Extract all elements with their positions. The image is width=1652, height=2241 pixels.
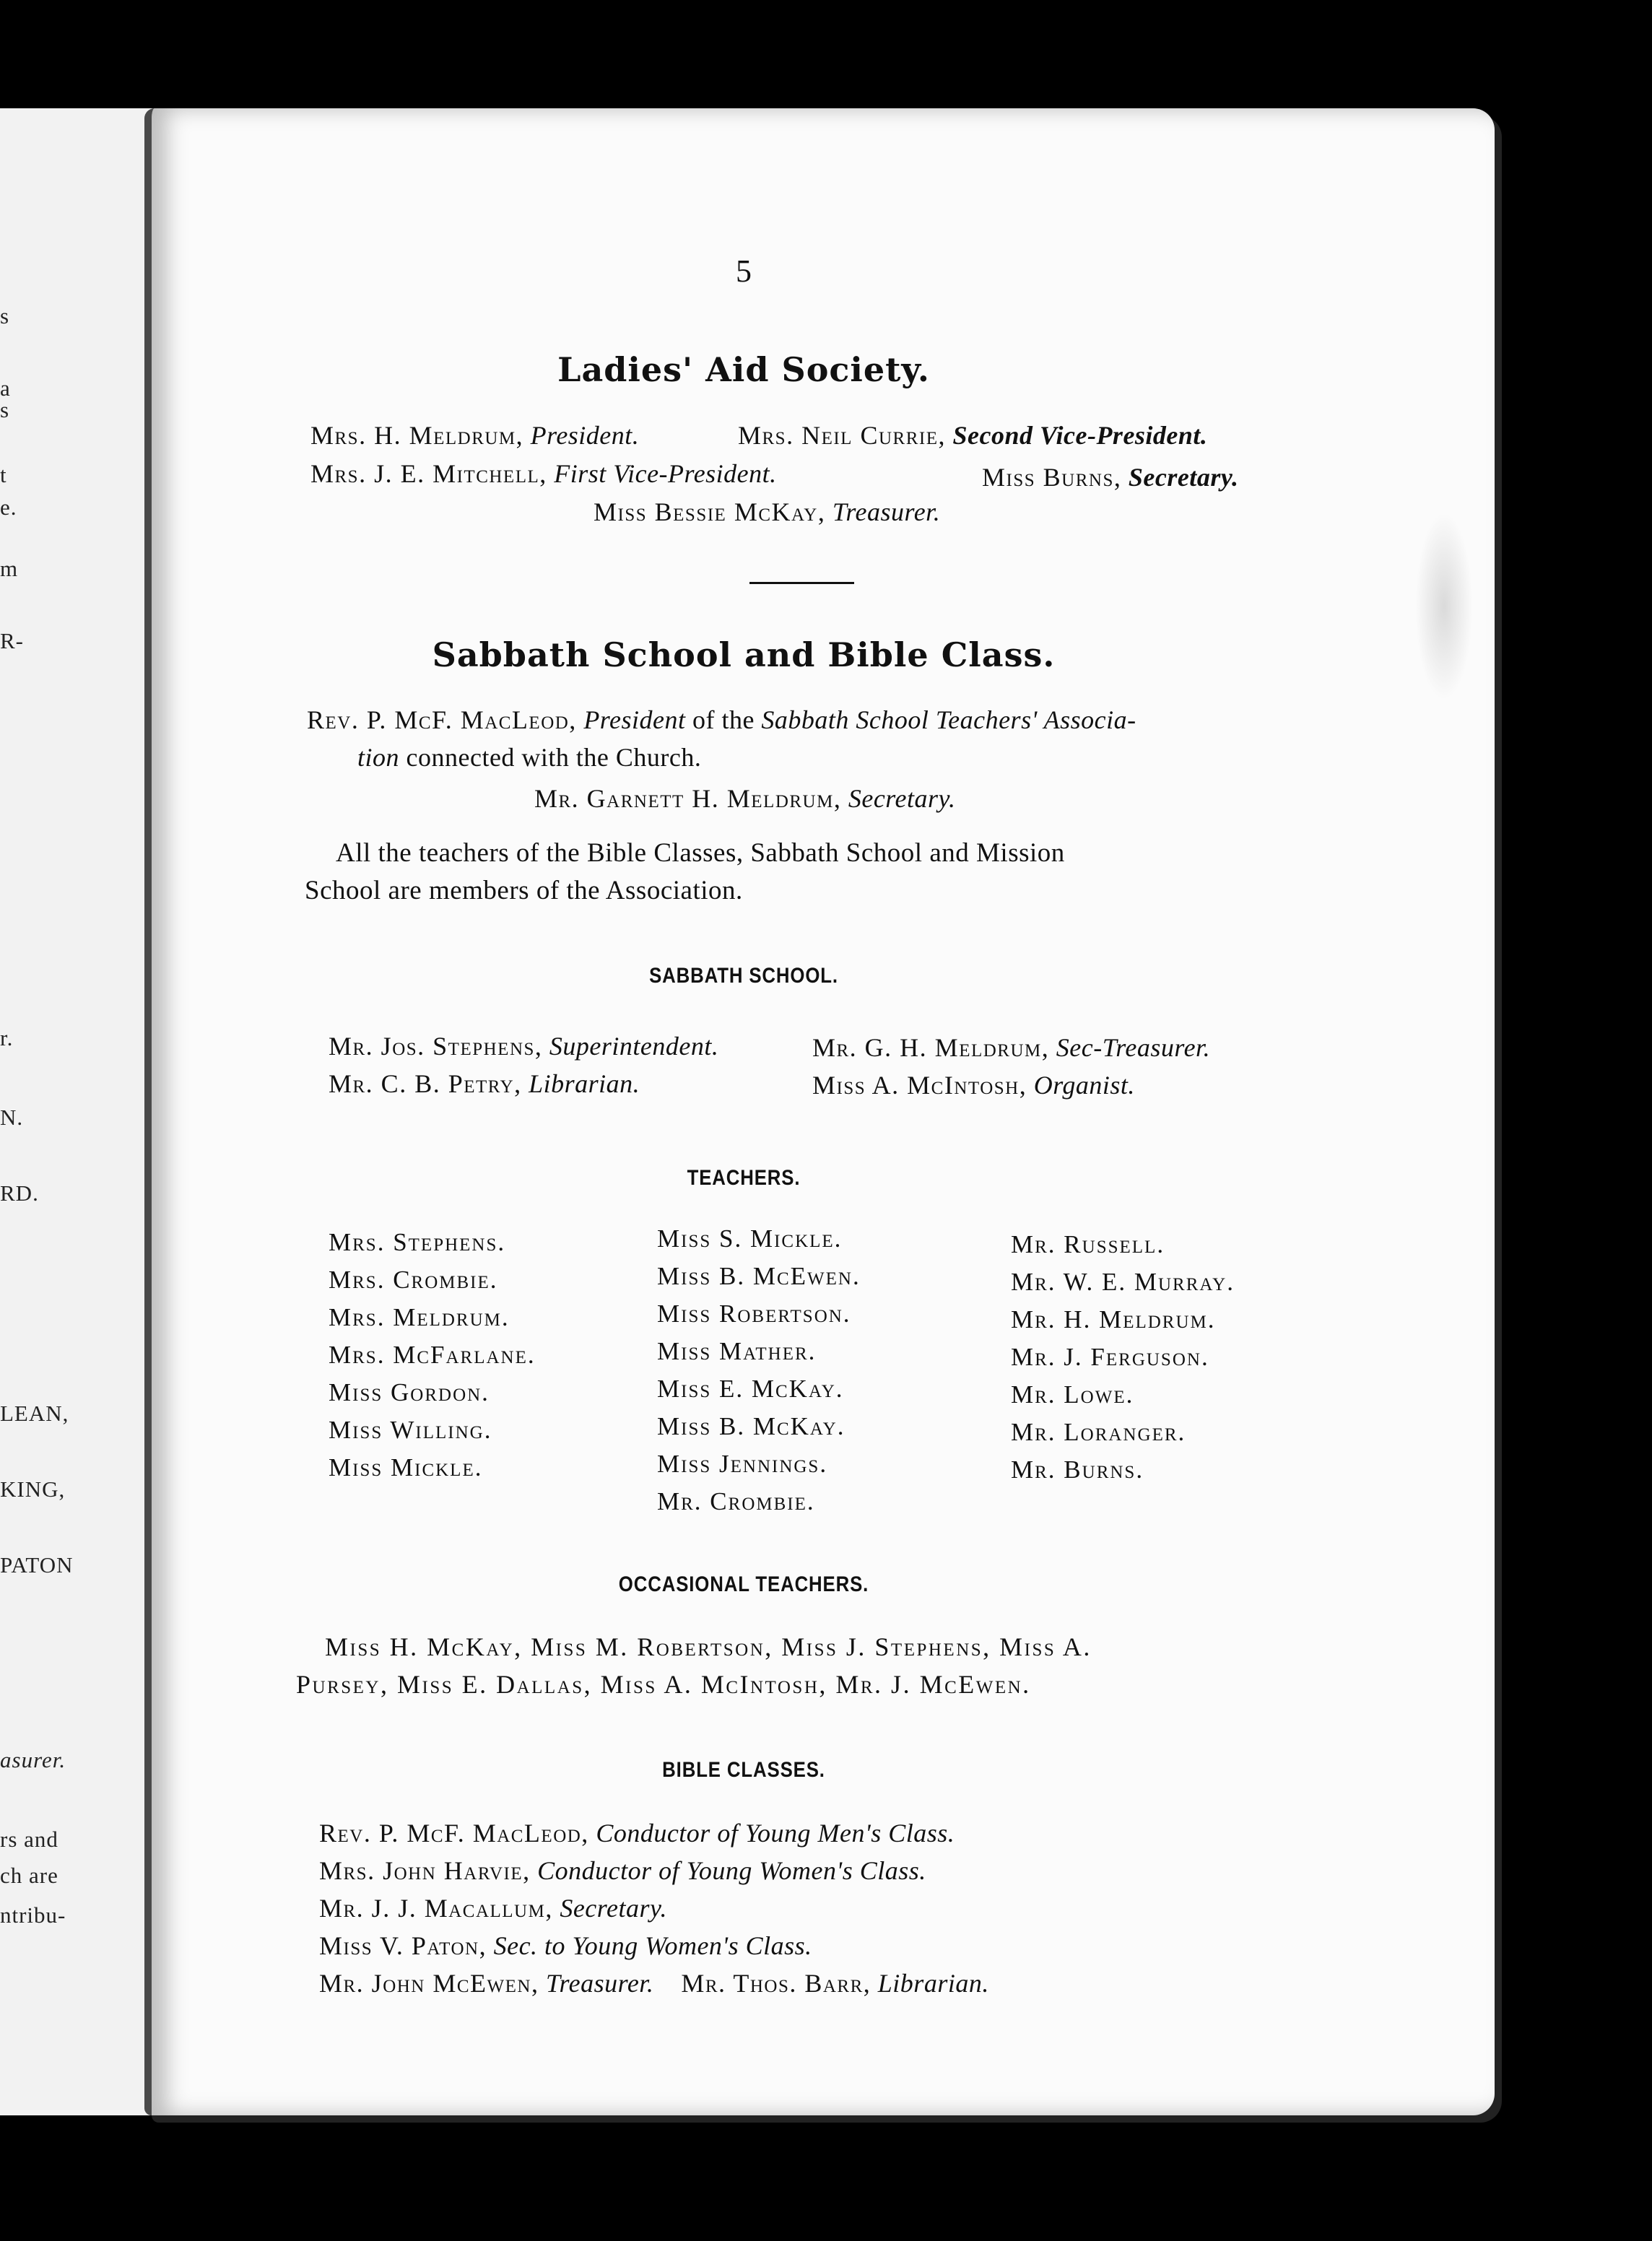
superintendent-title: Superintendent. xyxy=(549,1032,719,1061)
sec-treasurer-title: Sec-Treasurer. xyxy=(1056,1033,1211,1062)
bible-treasurer-title: Treasurer. xyxy=(545,1969,654,1998)
ladies-aid-heading: Ladies' Aid Society. xyxy=(557,350,930,389)
sabbath-school-heading: SABBATH SCHOOL. xyxy=(649,964,838,988)
association-president-title: President xyxy=(583,705,686,734)
treasurer-title: Treasurer. xyxy=(832,497,941,526)
occasional-teachers-heading: OCCASIONAL TEACHERS. xyxy=(618,1572,869,1596)
association-president-name: Rev. P. McF. MacLeod, xyxy=(307,705,577,734)
left-fragment: R- xyxy=(0,628,24,653)
conductor-men-title: Conductor of Young Men's Class. xyxy=(596,1819,955,1848)
teachers-column-3 xyxy=(1011,1226,1235,1489)
sec-treasurer-name: Mr. G. H. Meldrum, xyxy=(812,1033,1050,1062)
teacher-name: Mrs. McFarlane. xyxy=(329,1341,536,1369)
association-name: Sabbath School Teachers' Associa- xyxy=(761,705,1136,734)
sabbath-school-line-2a xyxy=(329,1069,640,1099)
left-fragment: KING, xyxy=(0,1476,66,1502)
teachers-heading: TEACHERS. xyxy=(687,1166,801,1190)
association-of: of the xyxy=(692,705,755,734)
left-fragment: asurer. xyxy=(0,1747,66,1772)
ladies-aid-line-1 xyxy=(310,420,639,451)
ladies-aid-line-2 xyxy=(310,458,777,489)
sabbath-school-line-1a xyxy=(329,1031,718,1061)
left-fragment: r. xyxy=(0,1025,14,1050)
left-fragment: RD. xyxy=(0,1180,39,1206)
bible-classes-line-4 xyxy=(319,1931,812,1961)
teacher-name: Mrs. Meldrum. xyxy=(329,1303,510,1331)
treasurer-name: Miss Bessie McKay, xyxy=(594,497,826,526)
bible-classes-line-3 xyxy=(319,1893,667,1923)
superintendent-name: Mr. Jos. Stephens, xyxy=(329,1032,543,1061)
left-fragment: a xyxy=(0,375,11,401)
bible-librarian-name: Mr. Thos. Barr, xyxy=(681,1969,871,1998)
left-fragment: s xyxy=(0,303,10,328)
teacher-name: Miss S. Mickle. xyxy=(657,1224,843,1253)
teacher-name: Mr. Crombie. xyxy=(657,1487,815,1515)
conductor-men-name: Rev. P. McF. MacLeod, xyxy=(319,1819,589,1848)
secretary-name: Miss Burns, xyxy=(982,463,1122,492)
teacher-name: Mrs. Stephens. xyxy=(329,1228,506,1256)
teacher-name: Mr. Loranger. xyxy=(1011,1418,1186,1446)
teacher-name: Mr. J. Ferguson. xyxy=(1011,1343,1209,1371)
association-secretary-title: Secretary. xyxy=(848,784,956,813)
teacher-name: Mr. Russell. xyxy=(1011,1230,1165,1258)
ladies-aid-line-1b xyxy=(738,420,1207,451)
teacher-name: Miss Mickle. xyxy=(329,1453,483,1481)
association-secretary-name: Mr. Garnett H. Meldrum, xyxy=(534,784,842,813)
teacher-name: Miss Jennings. xyxy=(657,1450,828,1478)
teacher-name: Mr. H. Meldrum. xyxy=(1011,1305,1216,1333)
bible-classes-line-2 xyxy=(319,1855,926,1886)
sabbath-school-line-1b xyxy=(812,1032,1210,1063)
sabbath-bible-heading: Sabbath School and Bible Class. xyxy=(432,635,1056,674)
teacher-name: Mr. Lowe. xyxy=(1011,1380,1134,1409)
bible-librarian-title: Librarian. xyxy=(877,1969,989,1998)
second-vp-title: Second Vice-President. xyxy=(952,421,1208,450)
teacher-name: Miss B. McEwen. xyxy=(657,1262,861,1290)
ladies-aid-line-3 xyxy=(594,497,940,527)
bible-classes-line-1 xyxy=(319,1818,955,1848)
occasional-teachers-line-2: Pursey, Miss E. Dallas, Miss A. McIntosh, Mr. J. McEwen. xyxy=(296,1670,1031,1699)
left-fragment: s xyxy=(0,397,10,422)
teacher-name: Miss Mather. xyxy=(657,1337,817,1365)
bible-secretary-name: Mr. J. J. Macallum, xyxy=(319,1894,553,1923)
women-class-secretary-title: Sec. to Young Women's Class. xyxy=(493,1931,812,1960)
left-fragment: rs and xyxy=(0,1827,58,1852)
teacher-name: Miss B. McKay. xyxy=(657,1412,845,1440)
conductor-women-title: Conductor of Young Women's Class. xyxy=(537,1856,926,1885)
second-vp-name: Mrs. Neil Currie, xyxy=(738,421,946,450)
association-secretary-line xyxy=(534,783,955,814)
teacher-name: Mr. W. E. Murray. xyxy=(1011,1268,1235,1296)
left-fragment: PATON xyxy=(0,1552,74,1578)
teacher-name: Miss Gordon. xyxy=(329,1378,490,1406)
bible-classes-line-5 xyxy=(319,1968,989,1998)
left-fragment: N. xyxy=(0,1105,24,1130)
association-line-1 xyxy=(307,705,1136,735)
organist-title: Organist. xyxy=(1033,1071,1135,1100)
teacher-name: Miss Willing. xyxy=(329,1416,492,1444)
document-page xyxy=(144,108,1495,2115)
page-number: 5 xyxy=(736,253,752,289)
president-title: President. xyxy=(530,421,640,450)
bible-secretary-title: Secretary. xyxy=(560,1894,667,1923)
librarian-title: Librarian. xyxy=(529,1069,640,1098)
librarian-name: Mr. C. B. Petry, xyxy=(329,1069,522,1098)
occasional-teachers-line-1: Miss H. McKay, Miss M. Robertson, Miss J. Stephens, Miss A. xyxy=(325,1632,1092,1661)
organist-name: Miss A. McIntosh, xyxy=(812,1071,1027,1100)
bible-treasurer-name: Mr. John McEwen, xyxy=(319,1969,539,1998)
association-paragraph-line-1: All the teachers of the Bible Classes, Sabbath School and Mission xyxy=(336,838,1065,868)
section-divider xyxy=(749,582,854,584)
association-rest: connected with the Church. xyxy=(406,743,702,772)
secretary-title: Secretary. xyxy=(1128,463,1239,492)
left-fragment: t xyxy=(0,462,7,487)
teacher-name: Miss Robertson. xyxy=(657,1300,851,1328)
left-fragment: ch are xyxy=(0,1863,58,1888)
first-vp-name: Mrs. J. E. Mitchell, xyxy=(310,459,547,488)
association-paragraph-line-2: School are members of the Association. xyxy=(305,876,743,905)
teacher-name: Mrs. Crombie. xyxy=(329,1266,498,1294)
association-name-cont: tion xyxy=(357,743,400,772)
left-fragment: e. xyxy=(0,495,17,520)
bible-classes-heading: BIBLE CLASSES. xyxy=(662,1758,825,1782)
first-vp-title: First Vice-President. xyxy=(554,459,777,488)
ladies-aid-line-2b xyxy=(982,462,1238,492)
association-line-2 xyxy=(357,742,701,773)
conductor-women-name: Mrs. John Harvie, xyxy=(319,1856,531,1885)
teachers-column-1 xyxy=(329,1224,536,1487)
teacher-name: Mr. Burns. xyxy=(1011,1455,1144,1484)
president-name: Mrs. H. Meldrum, xyxy=(310,421,524,450)
left-fragment: m xyxy=(0,556,19,581)
left-fragment: ntribu- xyxy=(0,1902,66,1928)
teachers-column-2 xyxy=(657,1220,861,1520)
sabbath-school-line-2b xyxy=(812,1070,1135,1100)
left-fragment: LEAN, xyxy=(0,1401,69,1426)
teacher-name: Miss E. McKay. xyxy=(657,1375,844,1403)
women-class-secretary-name: Miss V. Paton, xyxy=(319,1931,487,1960)
